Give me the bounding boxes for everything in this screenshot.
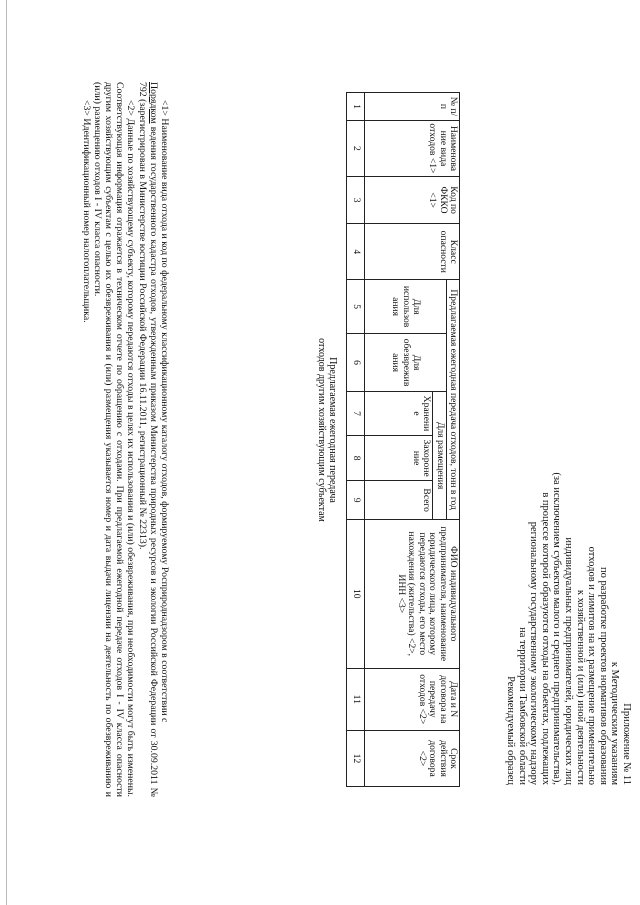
column-number-cell: 8 [347, 435, 365, 480]
column-number-cell: 9 [347, 481, 365, 520]
footnote-3: <3> Идентификационный номер налогоплательщика. [80, 100, 92, 323]
header-for-neutralization: Для обезврежив ания [365, 334, 446, 392]
appendix-line: отходов и лимитов на их размещение применительно [586, 546, 598, 785]
header-for-placement: Для размещения [433, 392, 446, 520]
column-number-cell: 6 [347, 334, 365, 392]
footnote-order-link[interactable]: Порядком [147, 82, 159, 124]
column-number-cell: 12 [347, 730, 365, 786]
header-storage: Хранени е [365, 392, 433, 436]
column-number-cell: 5 [347, 280, 365, 334]
header-contract-date: Дата и N договора на передачу отходов <2> [365, 668, 460, 730]
header-total: Всего [365, 481, 433, 520]
header-burial: Захороне ние [365, 435, 433, 480]
appendix-line: Приложение № 11 [621, 703, 632, 785]
footnote-1 [136, 82, 170, 797]
column-number-cell: 7 [347, 392, 365, 436]
header-annual-transfer: Предлагаемая ежегодная передача отходов, тонн в год [446, 280, 459, 520]
appendix-line: в процессе которой образуются отходы на объектах, подлежащих [539, 492, 551, 785]
recommended-sample-label: Рекомендуемый образец [505, 676, 516, 785]
appendix-line: к хозяйственной и (или) иной деятельности [574, 589, 586, 785]
table-title-line: отходов другим хозяйствующим субъектам [316, 338, 327, 522]
column-number-cell: 2 [347, 120, 365, 176]
header-recipient: ФИО индивидуального предпринимателя, наименование юридического лица, которому передаются отходы, его место нахождения (жительства) <2>, ИНН <3> [365, 520, 460, 668]
transfer-table [346, 92, 460, 787]
column-number-cell: 1 [347, 93, 365, 121]
table-title [316, 250, 338, 610]
appendix-header [516, 70, 632, 785]
column-number-cell: 11 [347, 668, 365, 730]
column-number-cell: 10 [347, 520, 365, 668]
appendix-line: на территории Тамбовской области [516, 627, 528, 785]
footnotes [80, 82, 170, 797]
appendix-line: региональному государственному экологическому надзору [528, 521, 540, 785]
column-number-cell: 4 [347, 224, 365, 280]
header-contract-term: Срок действия договора <2> [365, 730, 460, 786]
footnote-1-continuation: ведения государственного кадастра отходов, утвержденным приказом Министерства природных ресурсов и экологии Российской Федерации от 30.09.2011 № 792 (зарегистрирован в Министерстве юстиции Российской Федерации 16.11.2011, регистрационный № 22313). [136, 82, 159, 797]
table-title-line: Предлагаемая ежегодная передача [327, 357, 338, 503]
header-number: № п/п [365, 93, 460, 121]
appendix-line: к Методическим указаниям [609, 661, 621, 785]
scan-edge-line [6, 0, 7, 905]
appendix-line: по разработке проектов нормативов образования [597, 566, 609, 785]
footnote-2: <2> Данные по хозяйствующему субъекту, которому передаются отходы в целях их использования и (или) обезвреживания, при необходимости могут быть изменены. Соответствующая информация отражается в техническом отчете по обращению с отходами. При предлагаемой ежегодной передаче отходов I - IV класса опасности другим хозяйствующим субъектам с целью их обезвреживания и (или) размещения указывается номер и дата выдачи лицензии на деятельность по обезвреживанию и (или) размещению отходов I - IV класса опасности. [91, 82, 137, 797]
header-fkko-code: Код по ФККО <1> [365, 176, 460, 223]
footnote-1-text: <1> Наименование вида отхода и код по федеральному классификационному каталогу отходов, формируемому Росприроднадзором в соответствии с [159, 100, 170, 723]
column-number-cell: 3 [347, 176, 365, 223]
header-for-use: Для использов ания [365, 280, 446, 334]
header-hazard-class: Класс опасности [365, 224, 460, 280]
appendix-line: индивидуальных предпринимателей, юридических лиц [563, 537, 575, 785]
header-waste-name: Наименова ние вида отходов <1> [365, 120, 460, 176]
appendix-line: (за исключением субъектов малого и среднего предпринимательства), [551, 472, 563, 785]
